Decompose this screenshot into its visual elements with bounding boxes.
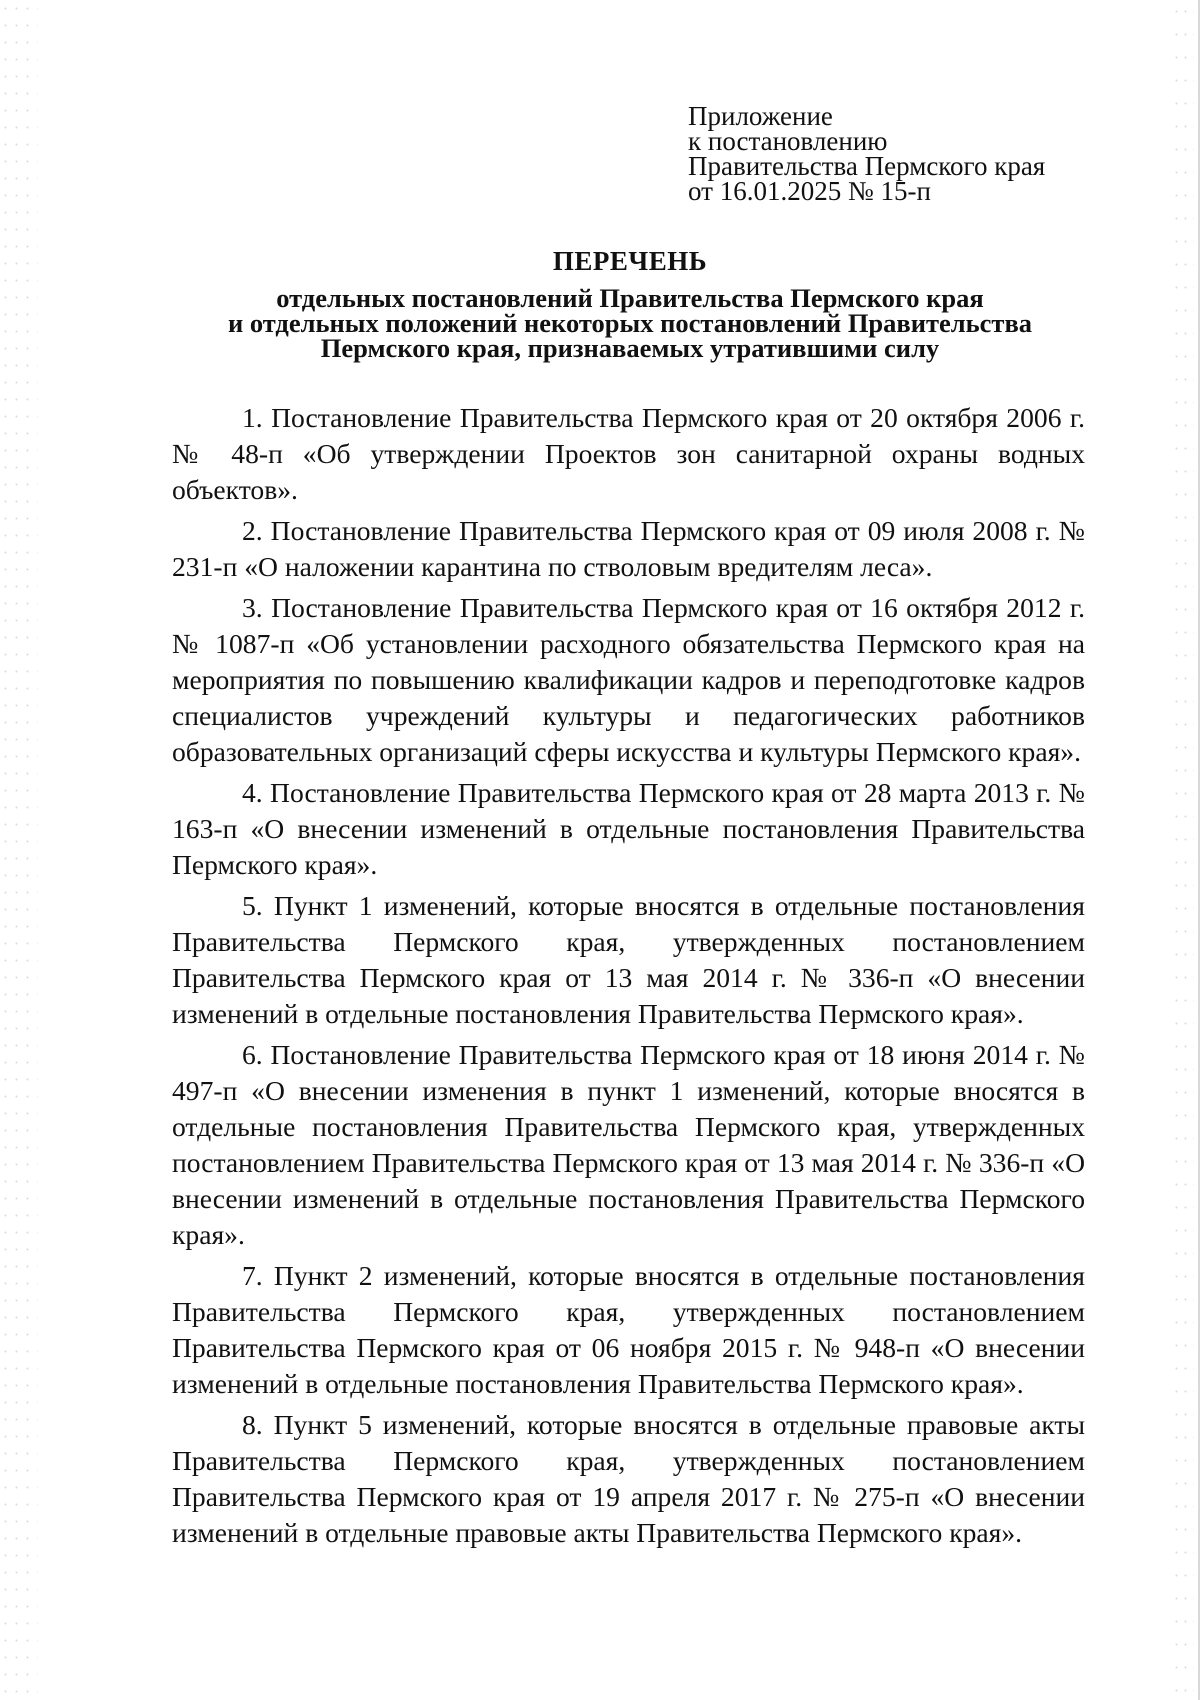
- list-item-6: 6. Постановление Правительства Пермского края от 18 июня 2014 г. № 497-п «О внесении изменения в пункт 1 изменений, которые вносятся в отдельные постановления Правительства Пермского края, утвержденных постановлением Правительства Пермского края от 13 мая 2014 г. № 336-п «О внесении изменений в отдельные постановления Правительства Пермского края».: [172, 1039, 1085, 1250]
- list-item-2: 2. Постановление Правительства Пермского края от 09 июля 2008 г. № 231-п «О наложении карантина по стволовым вредителям леса».: [172, 515, 1085, 582]
- document-title: ПЕРЕЧЕНЬ: [552, 246, 708, 276]
- appendix-line: к постановлению: [688, 126, 888, 156]
- list-item-8: 8. Пункт 5 изменений, которые вносятся в отдельные правовые акты Правительства Пермского края, утвержденных постановлением Правительства Пермского края от 19 апреля 2017 г. № 275-п «О внесении изменений в отдельные правовые акты Правительства Пермского края».: [172, 1409, 1085, 1548]
- list-item-5: 5. Пункт 1 изменений, которые вносятся в отдельные постановления Правительства Пермского края, утвержденных постановлением Правительства Пермского края от 13 мая 2014 г. № 336-п «О внесении изменений в отдельные постановления Правительства Пермского края».: [172, 890, 1085, 1029]
- scan-edge-noise-right: [1172, 0, 1194, 1700]
- appendix-header: [688, 101, 1046, 206]
- subtitle-line: и отдельных положений некоторых постановлений Правительства: [227, 308, 1033, 338]
- list-item-4: 4. Постановление Правительства Пермского края от 28 марта 2013 г. № 163-п «О внесении изменений в отдельные постановления Правительства Пермского края».: [172, 777, 1085, 880]
- subtitle-line: Пермского края, признаваемых утратившими силу: [320, 333, 940, 363]
- title-block: [150, 246, 1110, 361]
- subtitle-line: отдельных постановлений Правительства Пермского края: [276, 283, 984, 313]
- appendix-line: Правительства Пермского края: [688, 151, 1046, 181]
- scan-edge-noise-left: [0, 0, 38, 1700]
- appendix-line: от 16.01.2025 № 15-п: [688, 176, 931, 206]
- document-subtitle: [150, 283, 1110, 363]
- items-list: [172, 400, 1085, 1556]
- list-item-3: 3. Постановление Правительства Пермского края от 16 октября 2012 г. № 1087-п «Об установлении расходного обязательства Пермского края на мероприятия по повышению квалификации кадров и переподготовке кадров специалистов учреждений культуры и педагогических работников образовательных организаций сферы искусства и культуры Пермского края».: [172, 592, 1085, 767]
- list-item-7: 7. Пункт 2 изменений, которые вносятся в отдельные постановления Правительства Пермского края, утвержденных постановлением Правительства Пермского края от 06 ноября 2015 г. № 948-п «О внесении изменений в отдельные постановления Правительства Пермского края».: [172, 1260, 1085, 1399]
- appendix-line: Приложение: [688, 101, 833, 131]
- list-item-1: 1. Постановление Правительства Пермского края от 20 октября 2006 г. № 48-п «Об утверждении Проектов зон санитарной охраны водных объектов».: [172, 402, 1085, 505]
